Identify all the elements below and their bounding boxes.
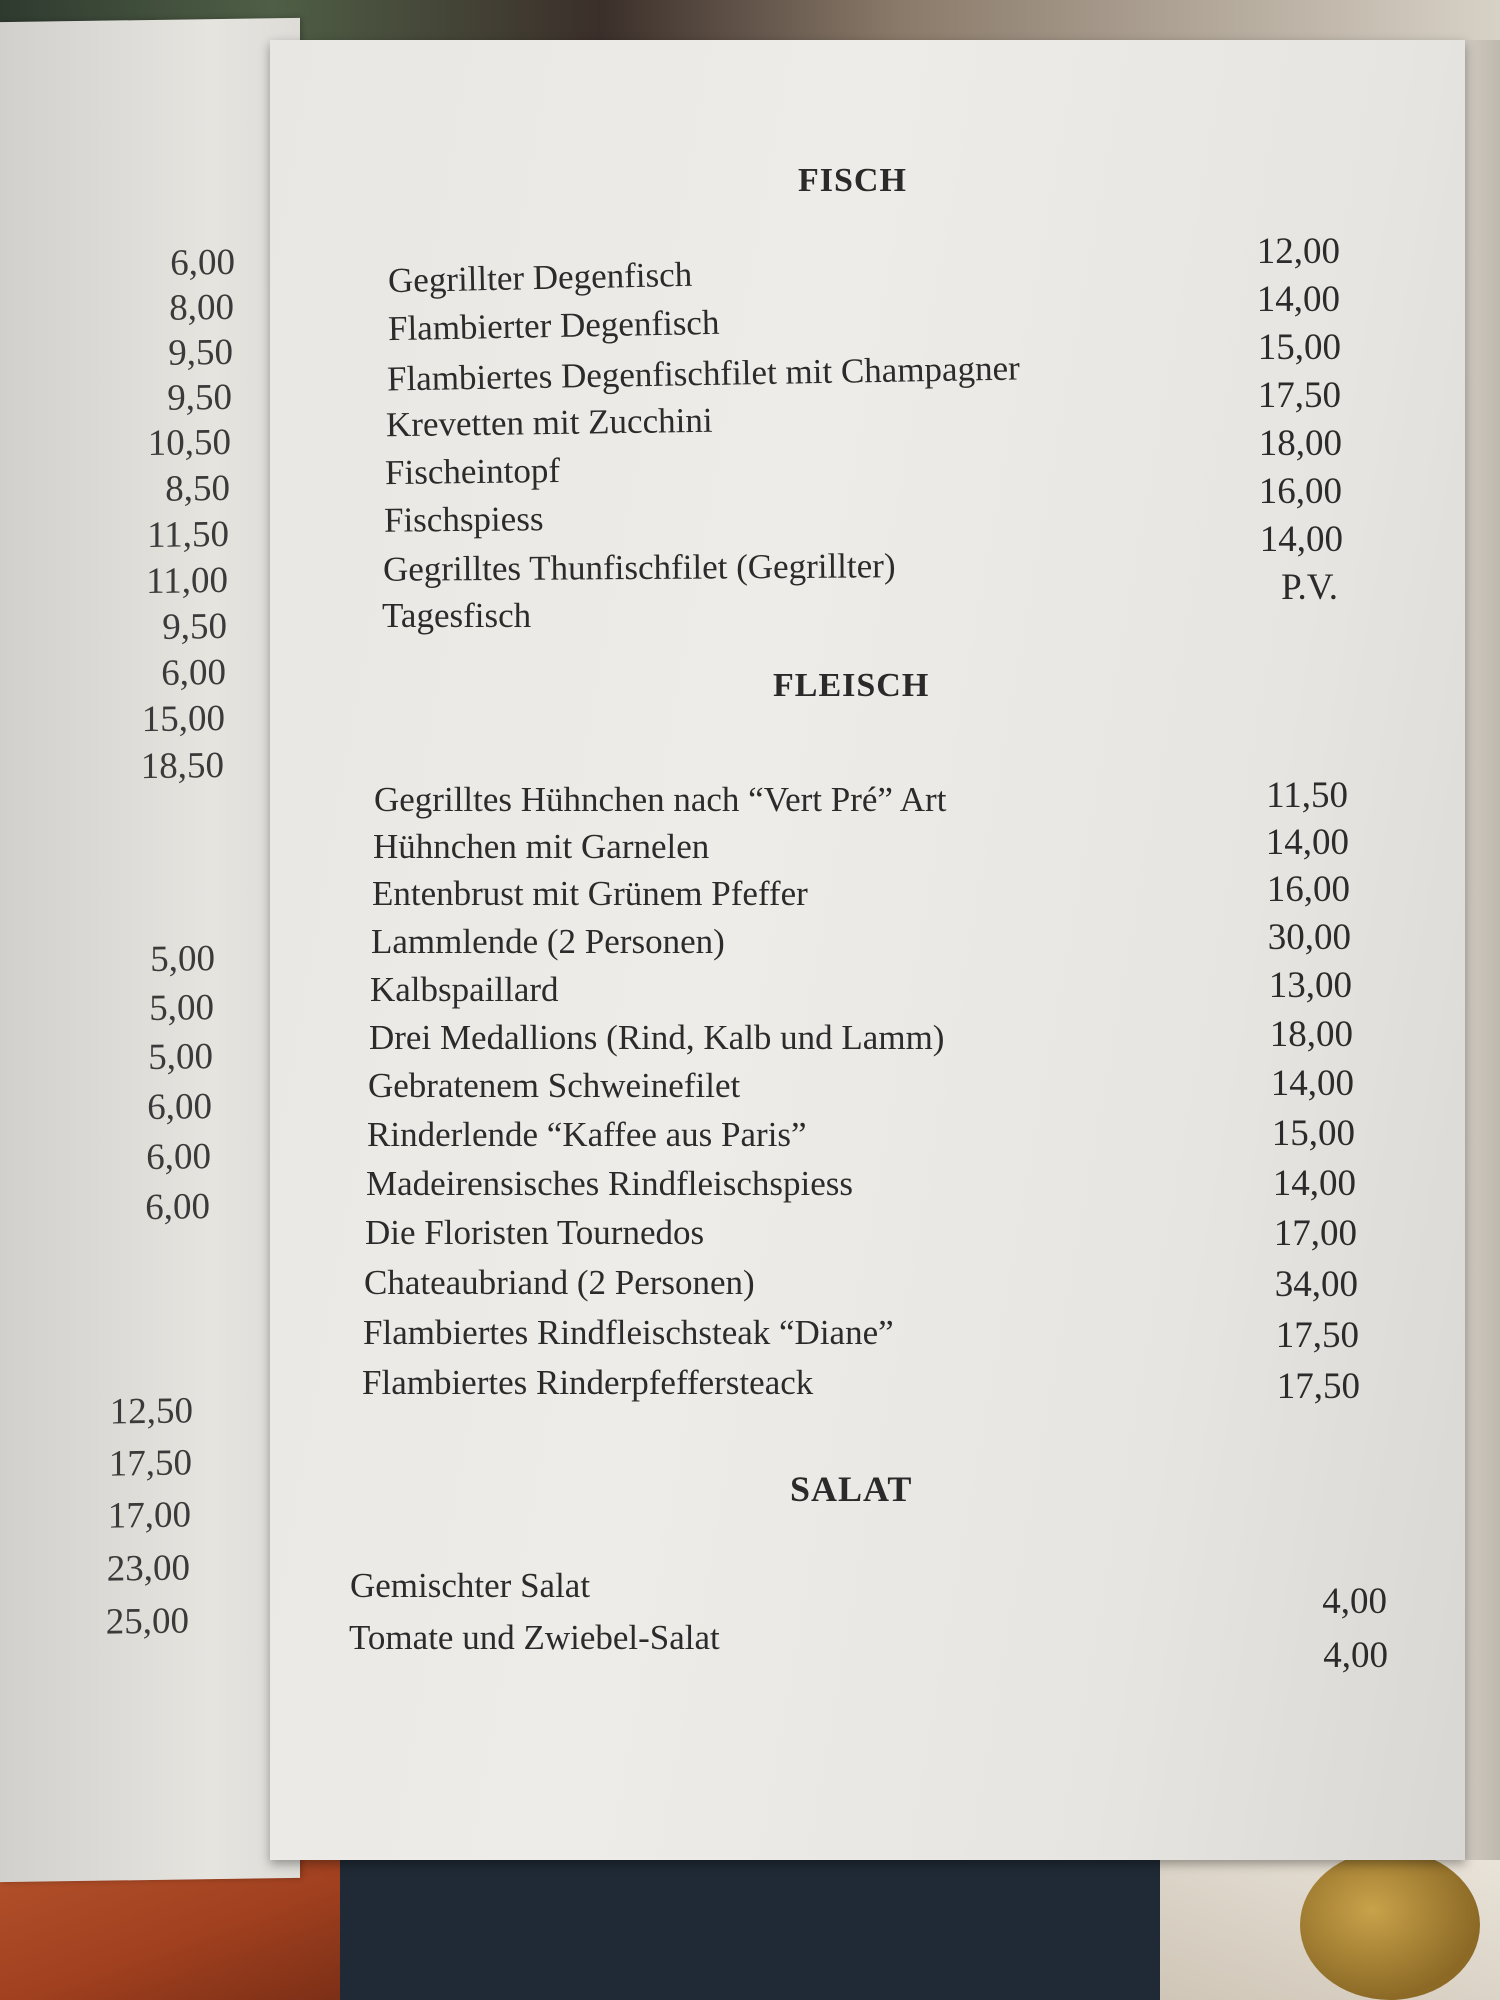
section-title-fisch: FISCH bbox=[798, 162, 907, 199]
left-price: 9,50 bbox=[162, 605, 227, 648]
menu-item-name: Flambierter Degenfisch bbox=[387, 302, 720, 349]
menu-item-name: Madeirensisches Rindfleischspiess bbox=[366, 1164, 853, 1203]
menu-item-name: Fischspiess bbox=[383, 499, 544, 540]
left-price: 6,00 bbox=[146, 1136, 211, 1179]
menu-item-name: Entenbrust mit Grünem Pfeffer bbox=[372, 874, 808, 913]
menu-item-price: 17,50 bbox=[1275, 1315, 1359, 1356]
menu-item-name: Rinderlende “Kaffee aus Paris” bbox=[367, 1115, 807, 1154]
menu-item-name: Gegrillter Degenfisch bbox=[387, 254, 693, 301]
left-price: 12,50 bbox=[109, 1390, 193, 1433]
left-price: 6,00 bbox=[161, 651, 226, 694]
menu-item-name: Lammlende (2 Personen) bbox=[371, 922, 725, 961]
left-price: 15,00 bbox=[141, 697, 225, 741]
menu-item-price: 4,00 bbox=[1323, 1635, 1388, 1676]
left-price: 11,00 bbox=[146, 559, 228, 603]
menu-item-name: Krevetten mit Zucchini bbox=[385, 400, 713, 445]
left-price: 23,00 bbox=[106, 1547, 190, 1590]
menu-item-price: 4,00 bbox=[1322, 1581, 1387, 1622]
left-price: 9,50 bbox=[168, 331, 233, 374]
menu-item-name: Fischeintopf bbox=[384, 450, 561, 493]
menu-item-price: 12,00 bbox=[1256, 231, 1340, 272]
left-price: 8,00 bbox=[169, 286, 234, 329]
left-price: 6,00 bbox=[145, 1186, 210, 1229]
left-price: 5,00 bbox=[148, 1036, 213, 1079]
menu-item-name: Gebratenem Schweinefilet bbox=[368, 1066, 741, 1105]
left-price: 11,50 bbox=[147, 513, 229, 557]
menu-item-price: 14,00 bbox=[1270, 1063, 1354, 1104]
left-price: 17,00 bbox=[107, 1494, 191, 1537]
section-title-salat: SALAT bbox=[790, 1469, 913, 1509]
menu-item-name: Tomate und Zwiebel-Salat bbox=[349, 1618, 720, 1657]
menu-left-panel bbox=[0, 18, 300, 1882]
menu-item-price: 17,50 bbox=[1276, 1366, 1360, 1407]
menu-item-price: 18,00 bbox=[1258, 423, 1342, 464]
menu-item-price: 17,50 bbox=[1257, 375, 1341, 416]
section-title-fleisch: FLEISCH bbox=[773, 667, 930, 704]
left-price: 8,50 bbox=[165, 467, 230, 510]
left-price: 5,00 bbox=[150, 938, 215, 980]
menu-item-price: 13,00 bbox=[1268, 965, 1352, 1006]
menu-item-price: 14,00 bbox=[1256, 279, 1340, 320]
left-price: 5,00 bbox=[149, 987, 214, 1030]
left-price: 18,50 bbox=[140, 744, 224, 788]
menu-item-price: 14,00 bbox=[1265, 822, 1349, 863]
menu-item-name: Flambiertes Degenfischfilet mit Champagner bbox=[386, 348, 1021, 399]
menu-main-panel bbox=[270, 40, 1465, 1860]
menu-item-price: 30,00 bbox=[1267, 917, 1351, 958]
menu-item-price: 17,00 bbox=[1273, 1213, 1357, 1254]
menu-item-name: Flambiertes Rinderpfeffersteack bbox=[362, 1363, 814, 1402]
menu-item-price: 14,00 bbox=[1272, 1163, 1356, 1204]
menu-item-name: Gegrilltes Hühnchen nach “Vert Pré” Art bbox=[374, 780, 947, 819]
menu-item-name: Chateaubriand (2 Personen) bbox=[364, 1263, 755, 1302]
menu-item-price: 16,00 bbox=[1258, 471, 1342, 512]
menu-item-price: 14,00 bbox=[1259, 519, 1343, 560]
menu-item-name: Die Floristen Tournedos bbox=[365, 1213, 705, 1252]
menu-item-name: Gemischter Salat bbox=[350, 1566, 591, 1605]
menu-item-price: 18,00 bbox=[1269, 1014, 1353, 1055]
left-price: 17,50 bbox=[108, 1442, 192, 1485]
spoon bbox=[1300, 1850, 1480, 2000]
menu-item-price: 15,00 bbox=[1257, 327, 1341, 368]
menu-item-price: 11,50 bbox=[1266, 775, 1348, 816]
menu-item-name: Flambiertes Rindfleischsteak “Diane” bbox=[363, 1313, 894, 1352]
menu-item-name: Tagesfisch bbox=[382, 596, 532, 635]
left-price: 9,50 bbox=[167, 376, 232, 419]
menu-item-price: 15,00 bbox=[1271, 1113, 1355, 1154]
background-right bbox=[1465, 40, 1500, 1860]
left-price: 6,00 bbox=[170, 241, 235, 284]
menu-item-name: Gegrilltes Thunfischfilet (Gegrillter) bbox=[382, 546, 896, 589]
menu-item-name: Drei Medallions (Rind, Kalb und Lamm) bbox=[369, 1018, 945, 1057]
menu-item-name: Hühnchen mit Garnelen bbox=[373, 827, 710, 866]
menu-item-price: 34,00 bbox=[1274, 1264, 1358, 1305]
left-price: 25,00 bbox=[105, 1600, 189, 1643]
left-price: 6,00 bbox=[147, 1086, 212, 1129]
menu-item-price: 16,00 bbox=[1266, 869, 1350, 910]
menu-item-price: P.V. bbox=[1281, 567, 1338, 608]
left-price: 10,50 bbox=[147, 421, 231, 465]
menu-item-name: Kalbspaillard bbox=[370, 970, 559, 1009]
